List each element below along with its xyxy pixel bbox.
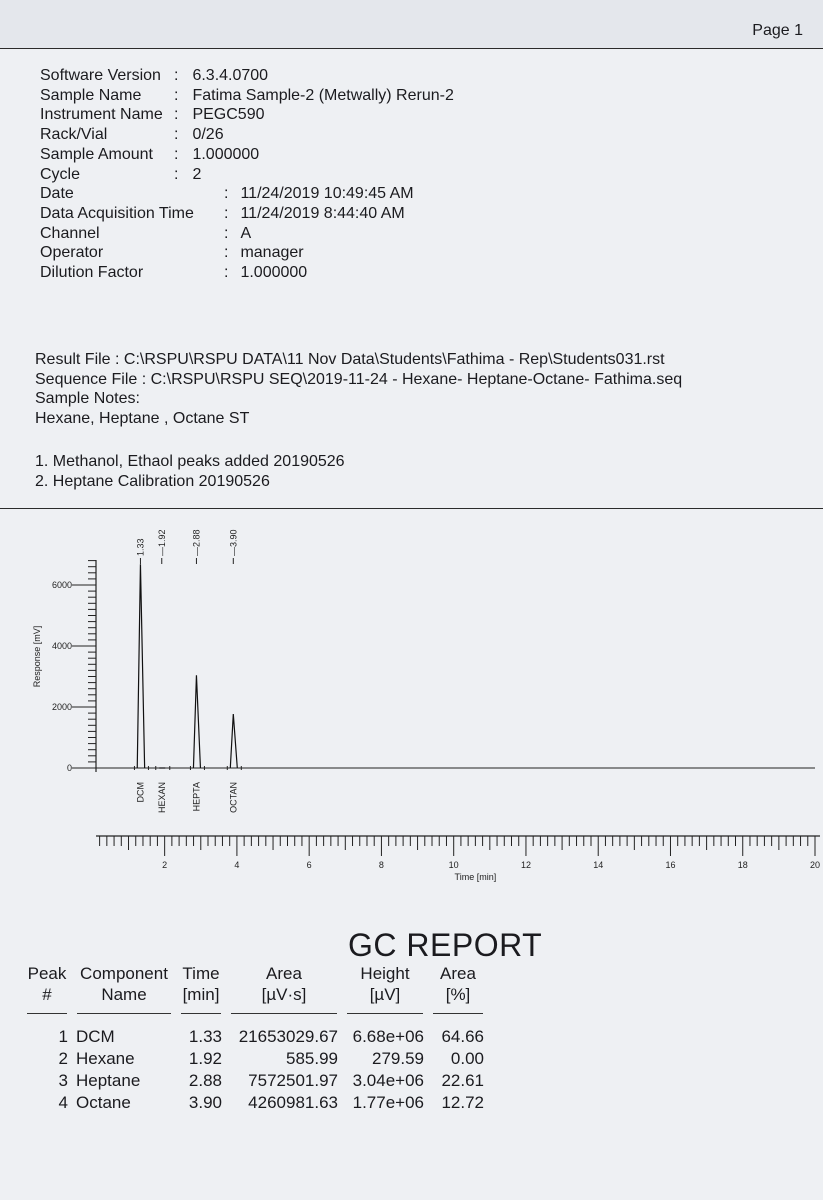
metadata-block-2: [40, 184, 454, 283]
table-cell: 2: [58, 1049, 68, 1068]
metadata-value: 0/26: [192, 126, 224, 144]
metadata-row: [40, 66, 454, 86]
peak-table-body: [22, 1026, 488, 1114]
x-tick-label: 20: [809, 860, 821, 870]
metadata-separator: :: [224, 264, 229, 282]
y-tick-label: 6000: [51, 580, 72, 590]
sequence-file: Sequence File : C:\RSPU\RSPU SEQ\2019-11-24 - Hexane- Heptane-Octane- Fathima.seq: [35, 370, 683, 388]
x-tick-label: 12: [520, 860, 531, 870]
table-cell: 279.59: [372, 1049, 424, 1068]
table-cell: DCM: [76, 1027, 115, 1046]
sample-notes: Hexane, Heptane , Octane ST: [35, 409, 250, 427]
metadata-row: [40, 204, 454, 224]
metadata-row: [40, 86, 454, 106]
metadata-row: [40, 184, 454, 204]
x-tick-label: 18: [737, 860, 748, 870]
table-cell: Heptane: [76, 1071, 141, 1090]
metadata-row: [40, 263, 454, 283]
metadata-label: Cycle: [40, 165, 81, 183]
rt-label: 1.33: [135, 538, 146, 556]
metadata-label: Software Version: [40, 67, 161, 84]
metadata-separator: :: [174, 67, 179, 84]
metadata-label: Channel: [40, 224, 100, 242]
component-label: DCM: [135, 782, 146, 803]
table-cell: 12.72: [441, 1093, 484, 1112]
sample-notes-label: Sample Notes:: [35, 390, 140, 407]
metadata-separator: :: [224, 244, 229, 262]
table-cell: 6.68e+06: [352, 1027, 424, 1046]
peak-table: [22, 963, 488, 1114]
metadata-label: Date: [40, 185, 74, 203]
table-cell: 3.04e+06: [352, 1071, 424, 1090]
peak-trace: [137, 564, 144, 768]
table-row: [22, 1026, 488, 1048]
metadata-row: [40, 105, 454, 125]
metadata-row: [40, 224, 454, 244]
metadata-value: manager: [240, 244, 304, 262]
col-header-component: Component Name: [72, 963, 176, 1014]
table-cell: 4260981.63: [248, 1093, 338, 1112]
metadata-label: Rack/Vial: [40, 126, 108, 144]
col-header-time: Time [min]: [176, 963, 226, 1014]
metadata-value: 6.3.4.0700: [192, 67, 269, 84]
metadata-value: PEGC590: [192, 106, 265, 124]
x-tick-label: 2: [162, 860, 168, 870]
col-header-area-pct: Area [%]: [428, 963, 488, 1014]
notes-list: [35, 452, 345, 491]
metadata-label: Sample Name: [40, 86, 142, 104]
table-cell: 1: [58, 1027, 68, 1046]
metadata-row: [40, 145, 454, 165]
metadata-separator: :: [174, 165, 179, 183]
table-row: [22, 1048, 488, 1070]
x-tick-label: 8: [378, 860, 384, 870]
metadata-separator: :: [174, 86, 179, 104]
table-cell: 2.88: [188, 1071, 222, 1090]
table-header-row: [22, 963, 488, 1014]
peak-trace: [230, 714, 237, 768]
col-header-peak: Peak #: [22, 963, 72, 1014]
table-cell: 22.61: [441, 1071, 484, 1090]
metadata-row: [40, 243, 454, 263]
rt-label: —3.90: [228, 529, 239, 556]
table-cell: 585.99: [286, 1049, 338, 1068]
col-header-height: Height [µV]: [342, 963, 428, 1014]
x-tick-label: 6: [306, 860, 312, 870]
table-cell: 7572501.97: [248, 1071, 338, 1090]
table-cell: 1.92: [188, 1049, 222, 1068]
x-tick-label: 14: [593, 860, 604, 870]
file-info: [35, 350, 682, 428]
peak-trace: [193, 675, 200, 768]
table-cell: 0.00: [450, 1049, 484, 1068]
chromatogram-chart: [0, 520, 823, 890]
x-tick-label: 10: [448, 860, 459, 870]
table-cell: 64.66: [441, 1027, 484, 1046]
rt-label: —2.88: [191, 529, 202, 556]
metadata-separator: :: [224, 224, 229, 242]
table-row: [22, 1092, 488, 1114]
metadata-value: 11/24/2019 8:44:40 AM: [240, 204, 405, 222]
y-tick-label: 0: [66, 763, 72, 773]
metadata-value: 2: [192, 165, 202, 183]
metadata-separator: :: [174, 106, 179, 124]
metadata-separator: :: [224, 204, 229, 222]
y-tick-label: 2000: [51, 702, 72, 712]
component-label: OCTAN: [228, 782, 239, 813]
metadata-label: Data Acquisition Time: [40, 204, 194, 222]
metadata-value: 1.000000: [192, 145, 260, 163]
table-cell: 3.90: [188, 1093, 222, 1112]
metadata-row: [40, 125, 454, 145]
note-item: 2. Heptane Calibration 20190526: [35, 472, 270, 490]
table-cell: 3: [58, 1071, 68, 1090]
metadata-label: Instrument Name: [40, 106, 163, 124]
report-title: GC REPORT: [348, 927, 543, 963]
component-label: HEPTA: [191, 782, 202, 812]
x-axis-label: Time [min]: [454, 872, 497, 882]
metadata-value: 11/24/2019 10:49:45 AM: [240, 185, 414, 203]
table-cell: 1.77e+06: [352, 1093, 424, 1112]
component-label: HEXAN: [156, 782, 167, 814]
result-file: Result File : C:\RSPU\RSPU DATA\11 Nov Data\Students\Fathima - Rep\Students031.rst: [35, 351, 665, 368]
col-header-area: Area [µV·s]: [226, 963, 342, 1014]
table-cell: 4: [58, 1093, 68, 1112]
metadata-label: Dilution Factor: [40, 264, 144, 282]
page-header-bar: [0, 0, 823, 49]
metadata-separator: :: [174, 126, 179, 144]
metadata-value: 1.000000: [240, 264, 308, 282]
metadata-label: Operator: [40, 244, 104, 262]
table-row: [22, 1070, 488, 1092]
metadata-value: Fatima Sample-2 (Metwally) Rerun-2: [192, 86, 454, 104]
sample-metadata: [40, 66, 454, 283]
table-cell: 1.33: [188, 1027, 222, 1046]
metadata-block-1: [40, 66, 454, 184]
x-tick-label: 16: [665, 860, 676, 870]
section-divider: [0, 508, 823, 509]
metadata-separator: :: [224, 185, 229, 203]
note-item: 1. Methanol, Ethaol peaks added 20190526: [35, 453, 345, 470]
table-cell: Octane: [76, 1093, 131, 1112]
table-cell: Hexane: [76, 1049, 135, 1068]
x-tick-label: 4: [234, 860, 240, 870]
y-axis-label: Response [mV]: [32, 625, 42, 688]
y-tick-label: 4000: [51, 641, 72, 651]
metadata-value: A: [240, 224, 252, 242]
rt-label: —1.92: [156, 529, 167, 556]
metadata-separator: :: [174, 145, 179, 163]
page-number: Page 1: [752, 22, 803, 39]
metadata-label: Sample Amount: [40, 145, 153, 163]
table-cell: 21653029.67: [238, 1027, 338, 1046]
metadata-row: [40, 165, 454, 185]
